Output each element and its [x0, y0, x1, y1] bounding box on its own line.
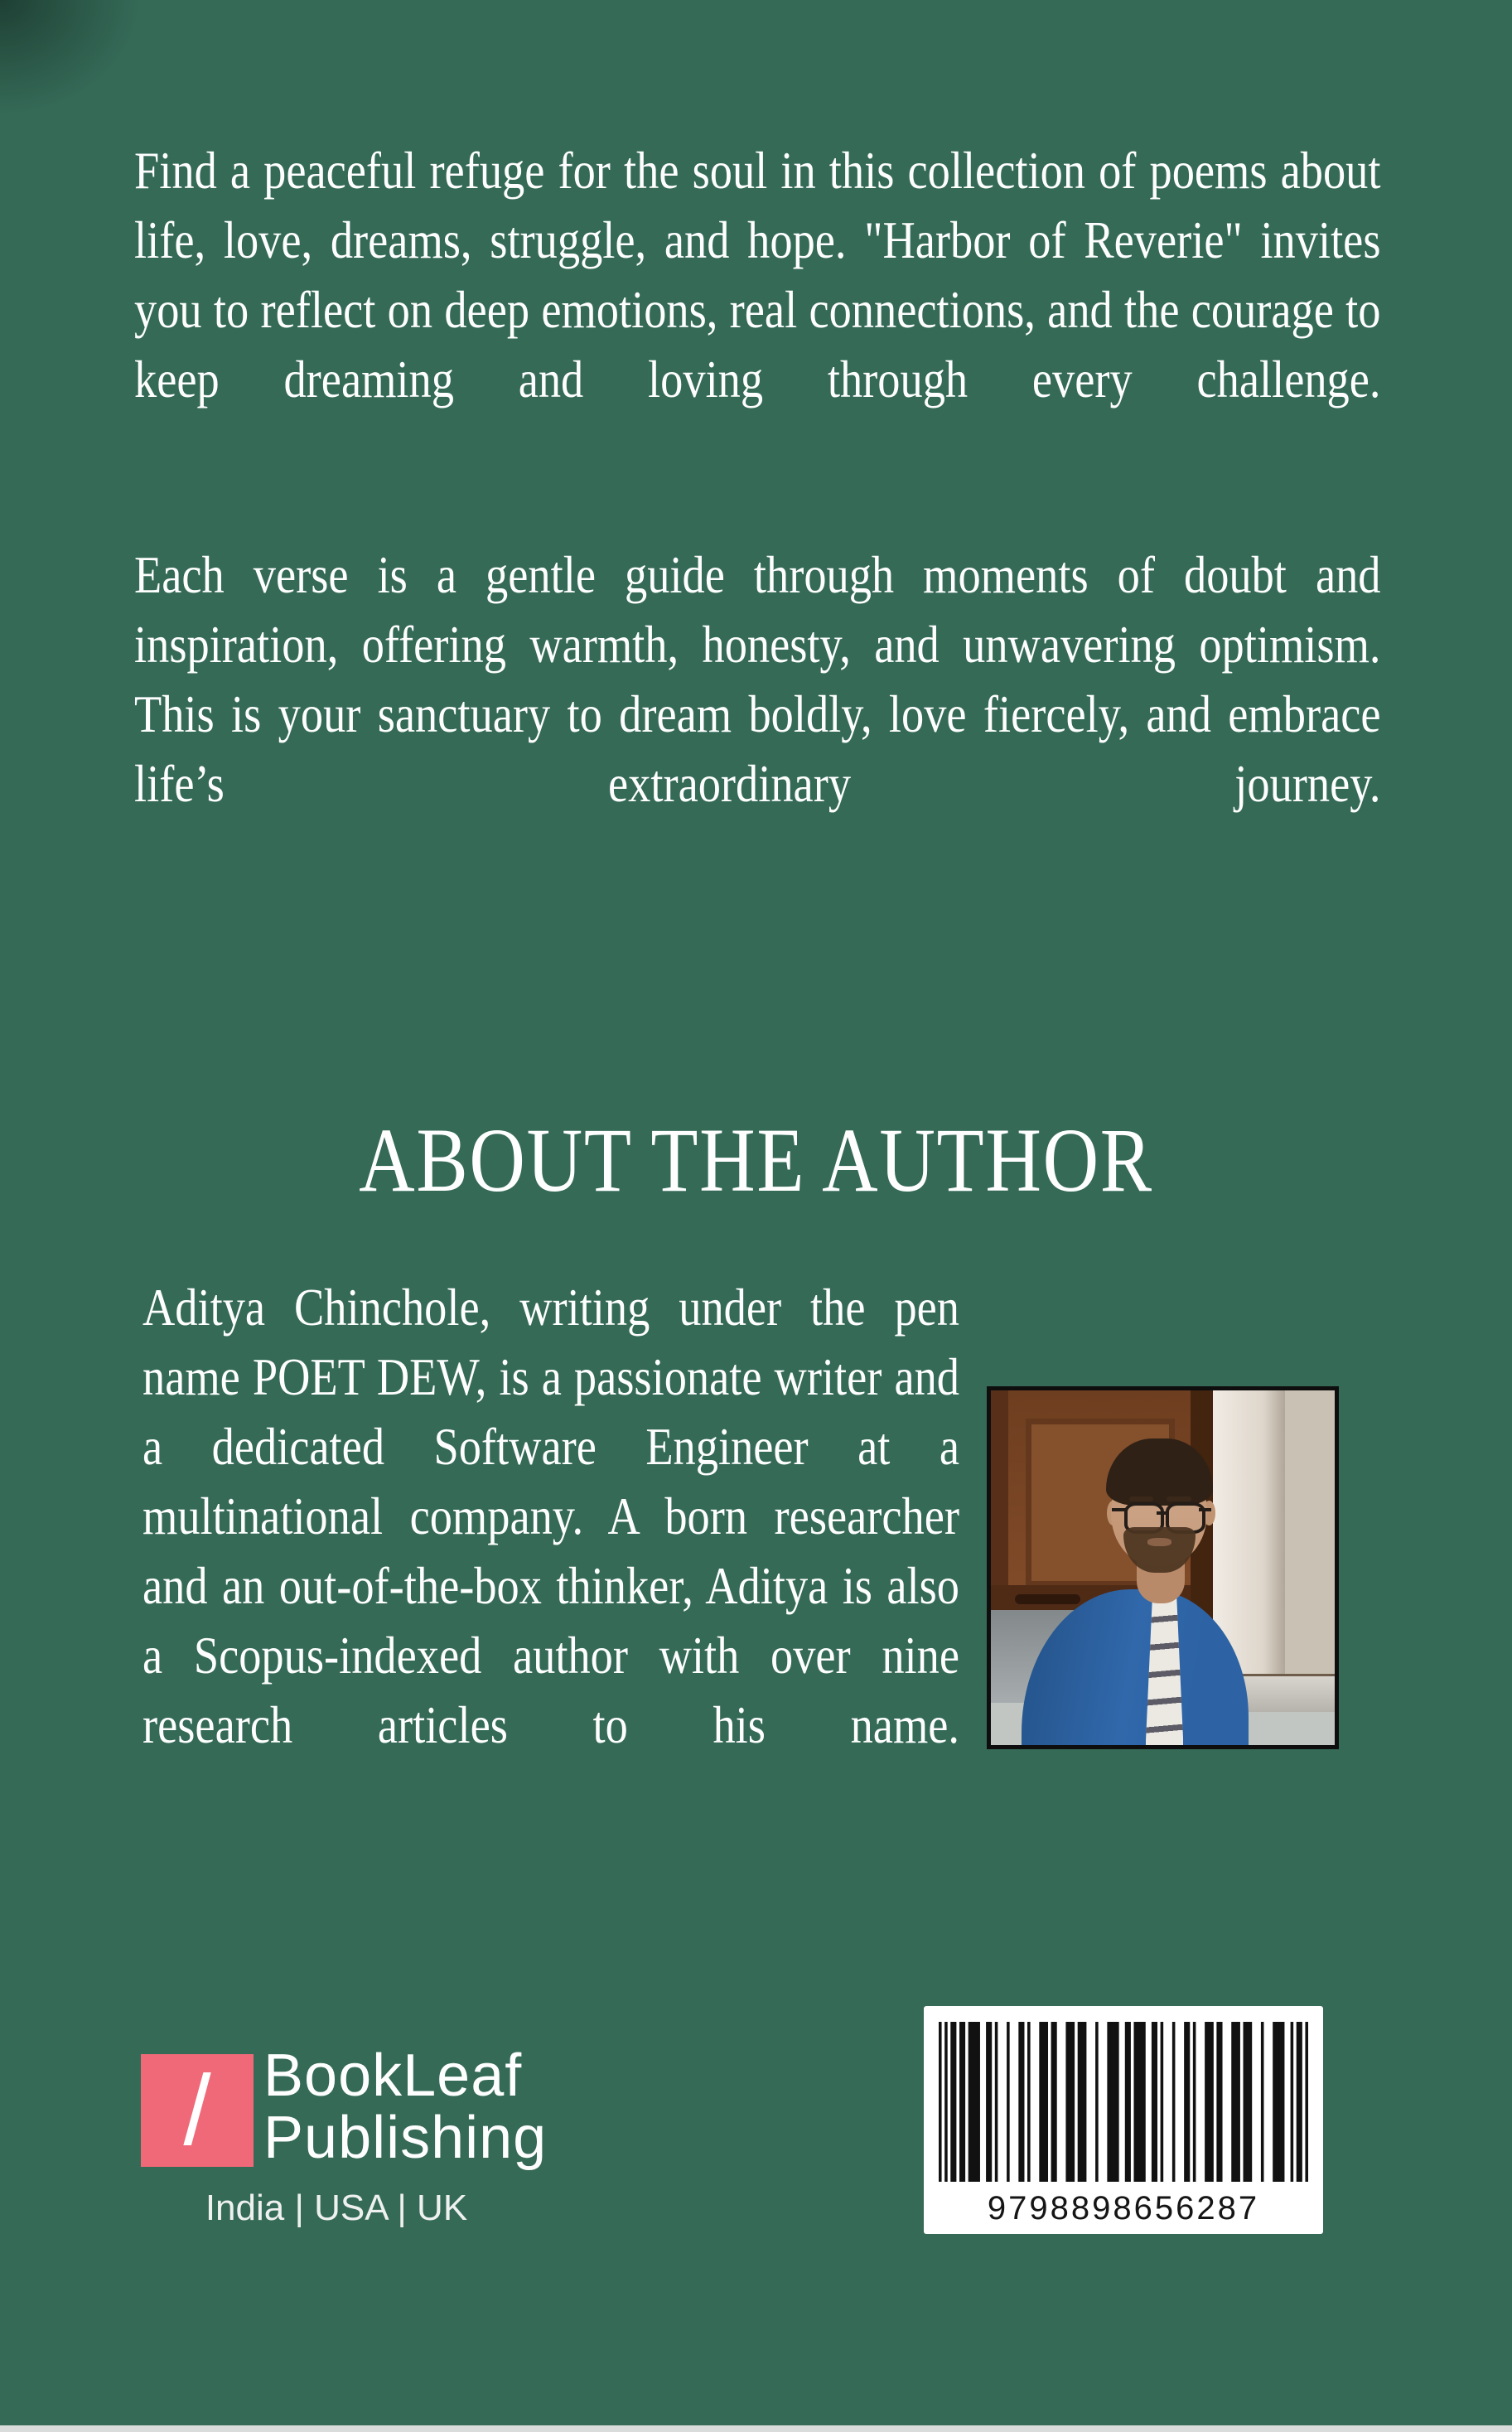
- about-the-author-heading: ABOUT THE AUTHOR: [359, 1110, 1153, 1211]
- barcode-bars: [939, 2022, 1308, 2182]
- corner-shadow: [0, 0, 141, 116]
- publisher-name-line1: BookLeaf: [263, 2043, 523, 2109]
- photo-glasses-temple-left: [1112, 1508, 1125, 1511]
- barcode-number: 9798898656287: [987, 2190, 1260, 2227]
- photo-eyebrow-right: [1167, 1496, 1191, 1501]
- page-bottom-edge: [0, 2425, 1512, 2432]
- photo-glasses-bridge: [1157, 1511, 1166, 1515]
- publisher-regions: India | USA | UK: [205, 2188, 468, 2228]
- author-bio: Aditya Chinchole, writing under the pen name POET DEW, is a passionate writer and a dedicated Software Engineer at a multinational company. A born researcher and an out-of-the-box thinker, Aditya is also a Scopus-indexed author with over nine research articles to his name.: [143, 1278, 959, 1754]
- photo-cabinet-handle: [1015, 1594, 1080, 1604]
- synopsis-paragraph-2: Each verse is a gentle guide through moments of doubt and inspiration, offering warmth, honesty, and unwavering optimism. This is your sanctuary to dream boldly, love fiercely, and embrace life’s extraordinary journey.: [134, 545, 1381, 813]
- author-photo: [987, 1386, 1339, 1749]
- publisher-name-line2: Publishing: [263, 2105, 548, 2171]
- synopsis-paragraph-1: Find a peaceful refuge for the soul in this collection of poems about life, love, dreams, struggle, and hope. "Harbor of Reverie" invites you to reflect on deep emotions, real connections, and the courage to keep dreaming and loving through every challenge.: [134, 141, 1381, 409]
- photo-mouth: [1147, 1538, 1171, 1546]
- photo-glasses-temple-right: [1199, 1508, 1212, 1511]
- photo-eyebrow-left: [1129, 1496, 1153, 1501]
- slash-icon: /: [183, 2055, 211, 2166]
- publisher-name: [263, 2045, 547, 2169]
- barcode: [924, 2006, 1323, 2234]
- publisher-logo-square: [141, 2054, 254, 2167]
